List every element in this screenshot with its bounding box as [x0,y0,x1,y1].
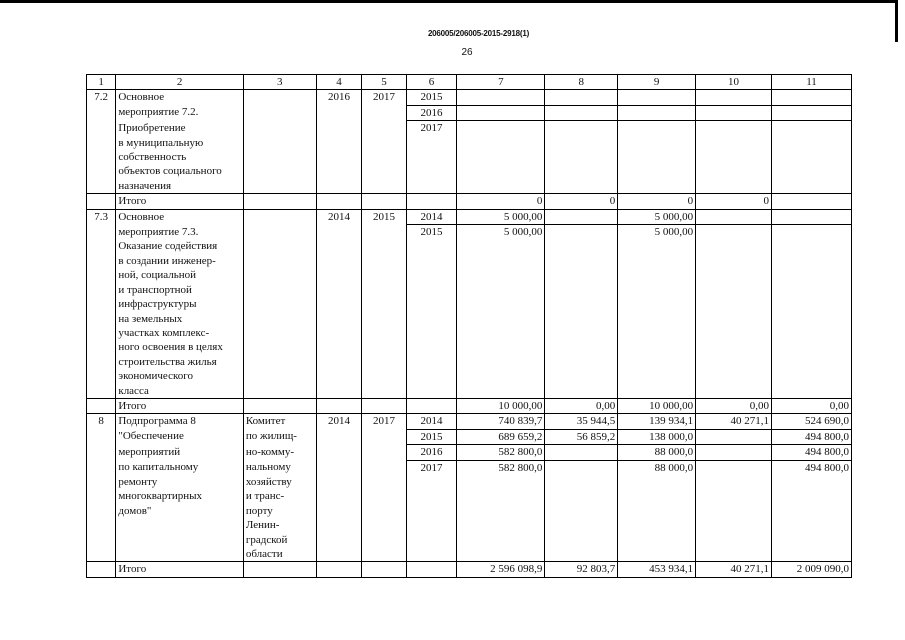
value-cell: 56 859,2 [545,429,618,444]
measure-name-line: собственность [116,150,243,164]
value-cell [545,445,618,460]
value-cell: 35 944,5 [545,414,618,429]
measure-name-line: Основное [116,90,243,105]
table-row [87,475,852,489]
measure-name-line: объектов социального [116,164,243,178]
year-cell: 2015 [406,90,457,105]
total-label: Итого [116,562,243,577]
end-year: 2015 [362,209,407,398]
total-cell: 0 [618,194,696,209]
measure-name-line: инфраструктуры [116,297,243,311]
start-year: 2014 [316,209,362,398]
table-row [87,150,852,164]
header-cell: 9 [618,75,696,90]
header-cell: 4 [316,75,362,90]
measure-name-line: Приобретение [116,121,243,136]
total-label: Итого [116,194,243,209]
total-cell: 92 803,7 [545,562,618,577]
value-cell [696,445,772,460]
total-cell: 0,00 [545,398,618,413]
value-cell: 88 000,0 [618,445,696,460]
measure-name-line: класса [116,384,243,399]
value-cell: 5 000,00 [618,225,696,240]
page-number: 26 [461,47,473,58]
table-row [87,239,852,253]
year-cell: 2014 [406,414,457,429]
total-row [87,398,852,413]
executor-line: хозяйству [243,475,316,489]
table-row [87,90,852,105]
table-row [87,164,852,178]
budget-table [86,74,852,578]
measure-name-line: Основное [116,209,243,224]
table-row [87,136,852,150]
total-cell: 0 [457,194,545,209]
top-rule [0,0,897,3]
total-cell: 2 596 098,9 [457,562,545,577]
table-row [87,105,852,120]
executor-line: области [243,547,316,562]
table-row [87,209,852,224]
table-row [87,489,852,503]
table-row [87,429,852,444]
total-label: Итого [116,398,243,413]
table-row [87,297,852,311]
executor-line: по жилищ- [243,429,316,444]
executor-line: нальному [243,460,316,475]
table-row [87,414,852,429]
measure-name-line: ремонту [116,475,243,489]
value-cell: 494 800,0 [771,460,851,475]
measure-name-line: Подпрограмма 8 [116,414,243,429]
table-row [87,533,852,547]
measure-name-line: и транспортной [116,283,243,297]
value-cell: 139 934,1 [618,414,696,429]
value-cell: 40 271,1 [696,414,772,429]
header-row [87,75,852,90]
value-cell: 5 000,00 [457,209,545,224]
total-cell: 0 [545,194,618,209]
header-cell: 11 [771,75,851,90]
measure-name-line: мероприятий [116,445,243,460]
measure-name-line: экономического [116,369,243,383]
measure-name-line: в муниципальную [116,136,243,150]
table-row [87,445,852,460]
table-row [87,460,852,475]
table-row [87,547,852,562]
total-cell: 0 [696,194,772,209]
table-row [87,518,852,532]
year-cell: 2015 [406,429,457,444]
table-row [87,225,852,240]
value-cell [545,460,618,475]
table-row [87,254,852,268]
value-cell: 494 800,0 [771,429,851,444]
executor-line: Комитет [243,414,316,429]
total-row [87,194,852,209]
table-row [87,326,852,340]
total-cell: 10 000,00 [618,398,696,413]
total-row [87,562,852,577]
measure-name-line: домов" [116,504,243,518]
row-number: 8 [87,414,116,562]
value-cell: 582 800,0 [457,460,545,475]
measure-name-line: ной, социальной [116,268,243,282]
total-cell: 0,00 [771,398,851,413]
table-row [87,268,852,282]
total-cell: 40 271,1 [696,562,772,577]
measure-name-line: на земельных [116,312,243,326]
end-year: 2017 [362,90,407,194]
executor-line: но-комму- [243,445,316,460]
table-row [87,340,852,354]
total-cell: 10 000,00 [457,398,545,413]
measure-name-line: мероприятие 7.3. [116,225,243,240]
measure-name-line: ного освоения в целях [116,340,243,354]
value-cell: 582 800,0 [457,445,545,460]
measure-name-line: назначения [116,179,243,194]
value-cell: 524 690,0 [771,414,851,429]
measure-name-line: в создании инженер- [116,254,243,268]
executor-line: и транс- [243,489,316,503]
executor-cell [243,209,316,398]
value-cell [696,429,772,444]
measure-name-line: многоквартирных [116,489,243,503]
year-cell: 2017 [406,121,457,136]
value-cell: 138 000,0 [618,429,696,444]
header-cell: 6 [406,75,457,90]
header-cell: 3 [243,75,316,90]
start-year: 2014 [316,414,362,562]
total-cell: 0,00 [696,398,772,413]
measure-name-line: участках комплекс- [116,326,243,340]
header-cell: 10 [696,75,772,90]
start-year: 2016 [316,90,362,194]
year-cell: 2015 [406,225,457,240]
header-cell: 2 [116,75,243,90]
measure-name-line: строительства жилья [116,355,243,369]
value-cell: 740 839,7 [457,414,545,429]
value-cell: 689 659,2 [457,429,545,444]
year-cell: 2014 [406,209,457,224]
value-cell: 5 000,00 [618,209,696,224]
measure-name-line: мероприятие 7.2. [116,105,243,120]
end-year: 2017 [362,414,407,562]
value-cell: 5 000,00 [457,225,545,240]
value-cell: 494 800,0 [771,445,851,460]
table-row [87,369,852,383]
executor-line: порту [243,504,316,518]
table-row [87,312,852,326]
table-row [87,355,852,369]
table-row [87,179,852,194]
document-id: 206005/206005-2015-2918(1) [427,29,530,38]
row-number: 7.3 [87,209,116,398]
header-cell: 7 [457,75,545,90]
executor-cell [243,90,316,194]
executor-line: градской [243,533,316,547]
value-cell: 88 000,0 [618,460,696,475]
total-cell: 2 009 090,0 [771,562,851,577]
header-cell: 5 [362,75,407,90]
executor-line: Ленин- [243,518,316,532]
row-number: 7.2 [87,90,116,194]
measure-name-line: Оказание содействия [116,239,243,253]
table-row [87,121,852,136]
year-cell: 2016 [406,445,457,460]
header-cell: 1 [87,75,116,90]
header-cell: 8 [545,75,618,90]
year-cell: 2017 [406,460,457,475]
table-row [87,384,852,399]
table-row [87,504,852,518]
measure-name-line: "Обеспечение [116,429,243,444]
measure-name-line: по капитальному [116,460,243,475]
table-row [87,283,852,297]
value-cell [696,460,772,475]
year-cell: 2016 [406,105,457,120]
total-cell: 453 934,1 [618,562,696,577]
